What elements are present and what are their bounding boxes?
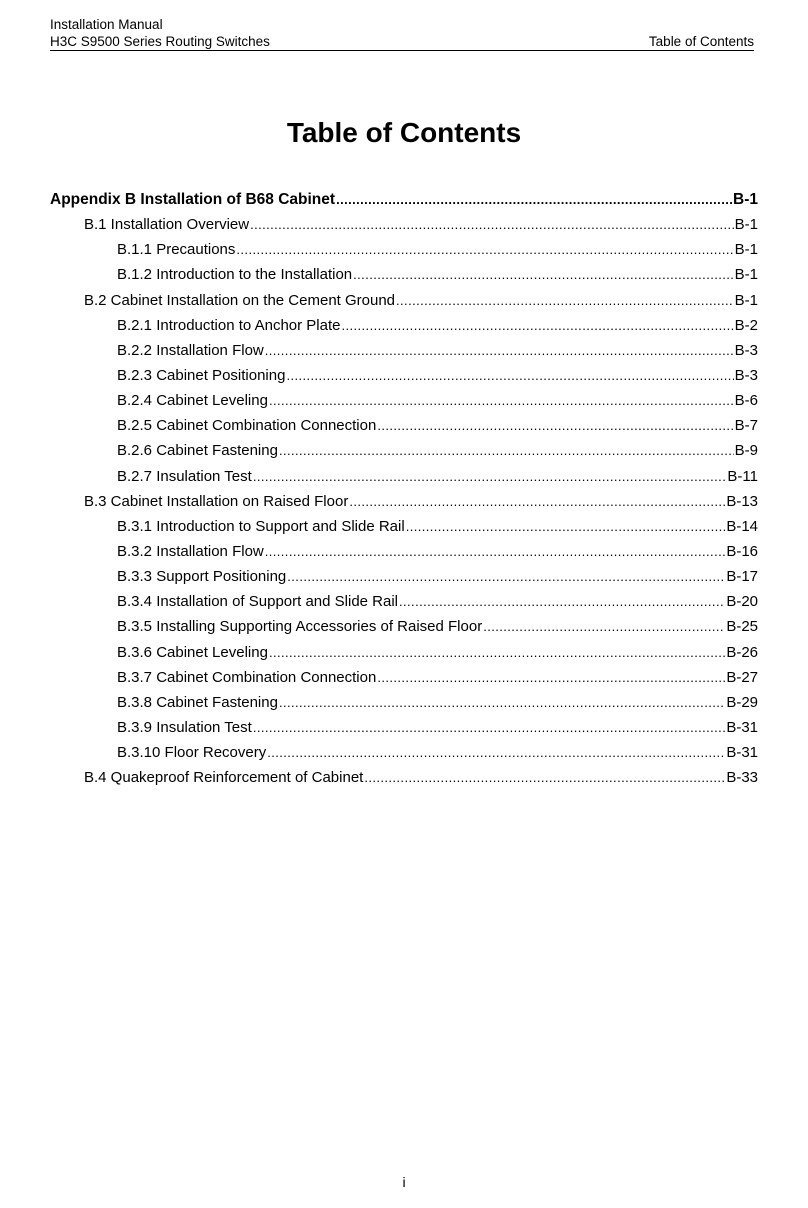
toc-entry-page: B-3 [734, 366, 758, 384]
toc-leader-dots [483, 614, 725, 639]
toc-entry-title: B.2.7 Insulation Test [117, 467, 252, 485]
toc-entry-page: B-27 [726, 668, 758, 686]
toc-leader-dots [336, 187, 732, 212]
toc-leader-dots [396, 288, 734, 313]
toc-entry-title: B.2.5 Cabinet Combination Connection [117, 417, 377, 435]
toc-entry[interactable] [0, 363, 758, 388]
toc-entry[interactable] [0, 489, 758, 514]
toc-entry[interactable] [0, 212, 758, 237]
header-manual-title: Installation Manual [50, 17, 163, 32]
header-divider [50, 50, 754, 51]
header-row [50, 33, 754, 50]
toc-entry-page: B-11 [727, 467, 758, 485]
toc-entry-page: B-3 [734, 341, 758, 359]
toc-entry-page: B-6 [734, 392, 758, 410]
toc-entry[interactable] [0, 262, 758, 287]
toc-leader-dots [406, 514, 726, 539]
toc-entry-title: B.3.6 Cabinet Leveling [117, 643, 268, 661]
toc-entry-page: B-9 [734, 442, 758, 460]
toc-entry-title: B.4 Quakeproof Reinforcement of Cabinet [84, 769, 364, 787]
toc-entry-page: B-1 [734, 291, 758, 309]
toc-entry[interactable] [0, 187, 758, 212]
toc-entry-title: B.3.10 Floor Recovery [117, 744, 267, 762]
toc-leader-dots [265, 338, 734, 363]
toc-leader-dots [377, 413, 733, 438]
toc-leader-dots [399, 589, 725, 614]
toc-entry-page: B-1 [733, 191, 758, 208]
toc-entry[interactable] [0, 464, 758, 489]
toc-entry-title: B.3.1 Introduction to Support and Slide Rail [117, 517, 405, 535]
toc-entry[interactable] [0, 237, 758, 262]
toc-entry-page: B-1 [734, 241, 758, 259]
toc-entry[interactable] [0, 640, 758, 665]
header-section-name: Table of Contents [648, 34, 754, 49]
toc-entry-page: B-26 [726, 643, 758, 661]
toc-leader-dots [349, 489, 725, 514]
toc-entry[interactable] [0, 564, 758, 589]
toc-entry-page: B-2 [734, 316, 758, 334]
toc-leader-dots [236, 237, 733, 262]
toc-entry[interactable] [0, 690, 758, 715]
toc-leader-dots [287, 564, 725, 589]
toc-leader-dots [267, 740, 725, 765]
toc-entry[interactable] [0, 589, 758, 614]
toc-leader-dots [269, 388, 734, 413]
toc-entry-page: B-7 [734, 417, 758, 435]
table-of-contents [0, 187, 808, 790]
header-product-name: H3C S9500 Series Routing Switches [50, 34, 270, 49]
toc-entry-title: B.2.3 Cabinet Positioning [117, 366, 286, 384]
toc-entry[interactable] [0, 614, 758, 639]
toc-entry-title: B.2.1 Introduction to Anchor Plate [117, 316, 341, 334]
page-number: i [402, 1174, 406, 1190]
toc-entry-title: B.3.9 Insulation Test [117, 718, 252, 736]
toc-entry[interactable] [0, 715, 758, 740]
toc-entry[interactable] [0, 665, 758, 690]
toc-entry[interactable] [0, 338, 758, 363]
toc-leader-dots [341, 313, 733, 338]
toc-leader-dots [250, 212, 734, 237]
toc-entry-title: B.3.3 Support Positioning [117, 568, 287, 586]
toc-leader-dots [364, 765, 725, 790]
toc-leader-dots [353, 262, 734, 287]
toc-entry-page: B-1 [734, 216, 758, 234]
toc-entry-title: B.1 Installation Overview [84, 216, 250, 234]
toc-entry-title: B.3.2 Installation Flow [117, 542, 264, 560]
running-header [50, 16, 754, 50]
toc-leader-dots [279, 438, 734, 463]
toc-entry[interactable] [0, 740, 758, 765]
toc-entry[interactable] [0, 438, 758, 463]
toc-entry-title: Appendix B Installation of B68 Cabinet [50, 191, 336, 208]
toc-entry-title: B.2.4 Cabinet Leveling [117, 392, 268, 410]
toc-entry[interactable] [0, 288, 758, 313]
page-title: Table of Contents [286, 117, 522, 148]
toc-entry-page: B-29 [726, 693, 758, 711]
toc-entry-page: B-31 [726, 744, 758, 762]
toc-entry-title: B.3.5 Installing Supporting Accessories of Raised Floor [117, 618, 483, 636]
toc-entry-title: B.3.8 Cabinet Fastening [117, 693, 278, 711]
toc-entry-title: B.3.7 Cabinet Combination Connection [117, 668, 377, 686]
toc-entry[interactable] [0, 765, 758, 790]
toc-entry-page: B-25 [726, 618, 758, 636]
toc-entry-page: B-14 [726, 517, 758, 535]
toc-entry[interactable] [0, 514, 758, 539]
toc-entry-title: B.1.1 Precautions [117, 241, 236, 259]
toc-leader-dots [253, 715, 726, 740]
toc-leader-dots [265, 539, 726, 564]
toc-leader-dots [253, 464, 727, 489]
toc-leader-dots [377, 665, 725, 690]
toc-entry-title: B.1.2 Introduction to the Installation [117, 266, 353, 284]
toc-entry[interactable] [0, 413, 758, 438]
toc-entry-title: B.3.4 Installation of Support and Slide Rail [117, 593, 399, 611]
toc-entry-page: B-33 [726, 769, 758, 787]
toc-leader-dots [286, 363, 733, 388]
toc-entry-page: B-16 [726, 542, 758, 560]
toc-entry-page: B-31 [726, 718, 758, 736]
toc-entry-title: B.2.6 Cabinet Fastening [117, 442, 278, 460]
toc-entry-page: B-20 [726, 593, 758, 611]
toc-entry-page: B-1 [734, 266, 758, 284]
toc-entry-title: B.3 Cabinet Installation on Raised Floor [84, 492, 349, 510]
toc-entry[interactable] [0, 388, 758, 413]
toc-leader-dots [269, 640, 725, 665]
toc-entry-title: B.2 Cabinet Installation on the Cement Ground [84, 291, 396, 309]
toc-entry-title: B.2.2 Installation Flow [117, 341, 264, 359]
toc-entry-page: B-17 [726, 568, 758, 586]
toc-entry-page: B-13 [726, 492, 758, 510]
toc-leader-dots [279, 690, 725, 715]
toc-entry[interactable] [0, 313, 758, 338]
toc-entry[interactable] [0, 539, 758, 564]
